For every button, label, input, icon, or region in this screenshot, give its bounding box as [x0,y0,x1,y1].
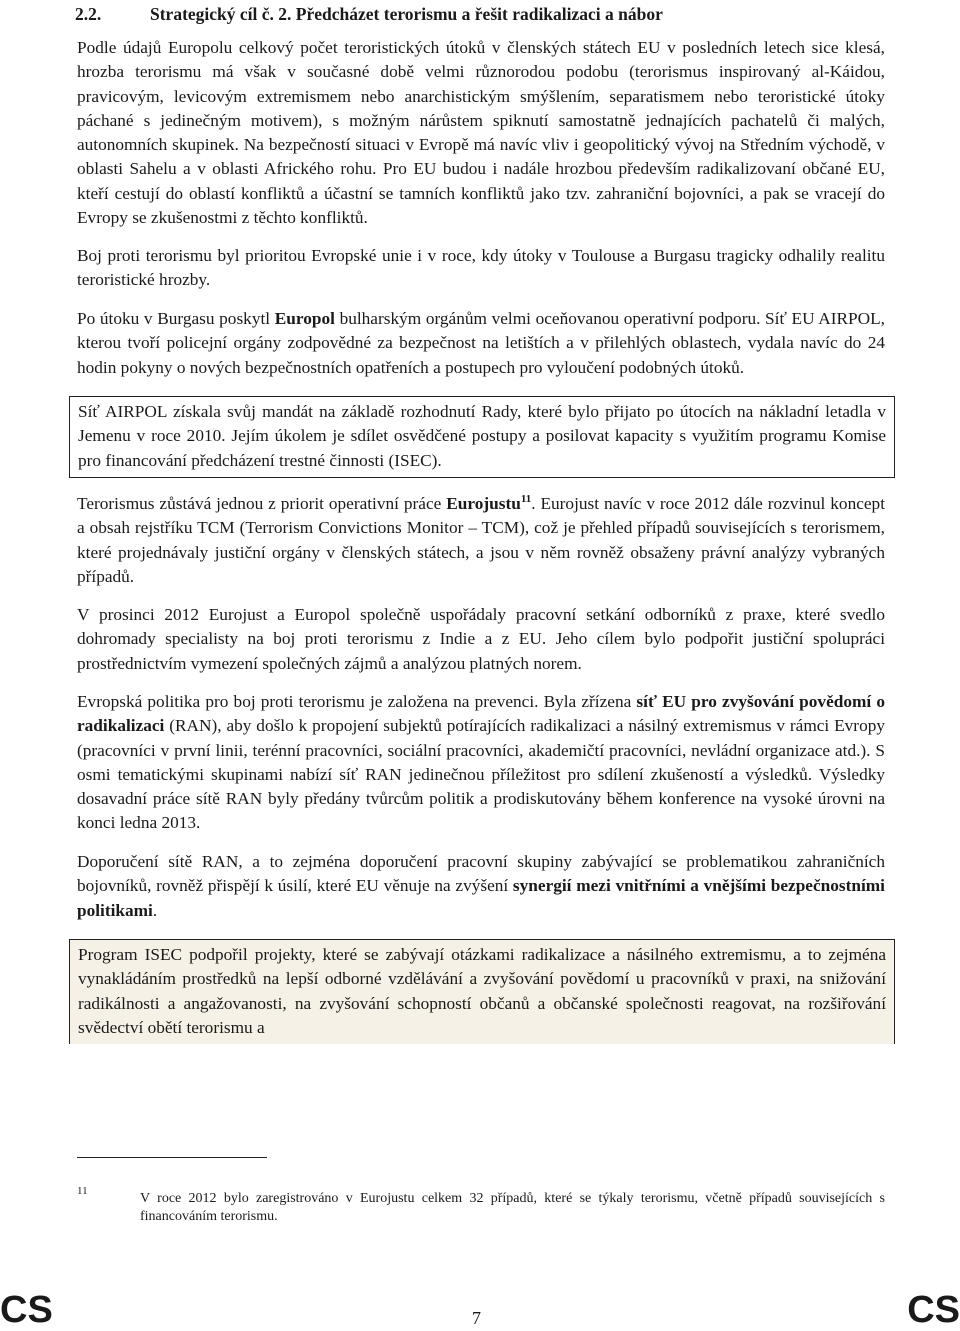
paragraph-eurojust [77,492,885,589]
box-text: Síť AIRPOL získala svůj mandát na základě rozhodnutí Rady, které bylo přijato po útocích na nákladní letadla v Jemenu v roce 2010. Jejím úkolem je sdílet osvědčené postupy a posilovat kapacity s využitím programu Komise pro financování předcházení trestné činnosti (ISEC). [78,402,886,470]
section-heading [75,4,663,25]
paragraph-text: Podle údajů Europolu celkový počet teroristických útoků v členských státech EU v posledních letech sice klesá, hrozba terorismu má však v současné době velmi různorodou podobu (terorismus inspirovaný al-Káidou, pravicovým, levicovým extremismem nebo anarchistickým smýšlením, separatismem nebo teroristické útoky páchané s jedinečným motivem), s možným nárůstem spiknutí samostatně jednajících pachatelů či malých, autonomních skupinek. Na bezpečností situaci v Evropě má navíc vliv i geopolitický vývoj na Středním východě, v oblasti Sahelu a v oblasti Afrického rohu. Pro EU budou i nadále hrozbou především radikalizovaní občané EU, kteří cestují do oblastí konfliktů a účastní se tamních konfliktů jako tzv. zahraniční bojovníci, a pak se vracejí do Evropy se zkušenostmi z těchto konfliktů. [77,38,885,228]
section-title: Strategický cíl č. 2. Předcházet terorismu a řešit radikalizaci a nábor [150,4,663,24]
paragraph-text: bulharským orgánům velmi oceňovanou operativní podporu. Síť EU AIRPOL, kterou tvoří policejní orgány zodpovědné za bezpečnost na letištích a v přilehlých oblastech, vydala navíc do 24 hodin pokyny o nových bezpečnostních opatřeních a postupech pro vyloučení podobných útoků. [77,309,885,377]
paragraph-europol-airpol [77,307,885,380]
paragraph-threat-overview [77,36,885,230]
paragraph-text: Po útoku v Burgasu poskytl [77,309,275,328]
language-code-right: CS [907,1289,960,1331]
paragraph-text: Boj proti terorismu byl prioritou Evropské unie i v roce, kdy útoky v Toulouse a Burgasu tragicky odhalily realitu teroristické hrozby. [77,246,885,290]
ran-bold: síť EU pro zvyšování povědomí o radikalizaci [77,692,885,736]
paragraph-text: . Eurojust navíc v roce 2012 dále rozvinul koncept a obsah rejstříku TCM (Terrorism Convictions Monitor – TCM), což je přehled případů souvisejících s terorismem, které projednávaly justiční orgány v členských státech, a jsou v něm rovněž obsaženy právní analýzy vybraných případů. [77,494,885,586]
paragraph-text: Terorismus zůstává jednou z priorit operativní práce [77,494,447,513]
paragraph-text: Doporučení sítě RAN, a to zejména doporučení pracovní skupiny zabývající se problematikou zahraničních bojovníků, rovněž přispějí k úsilí, které EU věnuje na zvýšení [77,852,885,896]
info-box-airpol [69,396,895,478]
paragraph-text: (RAN), aby došlo k propojení subjektů potírajících radikalizaci a násilný extremismus v rámci Evropy (pracovníci v první linii, terénní pracovníci, sociální pracovníci, akademičtí pracovníci, nevládní organizace atd.). S osmi tematickými skupinami nabízí síť RAN jedinečnou příležitost pro sdílení zkušeností a výsledků. Výsledky dosavadní práce sítě RAN byly předány tvůrcům politik a prodiskutovány během konference na vysoké úrovni na konci ledna 2013. [77,716,885,833]
eurojust-bold: Eurojustu [446,494,521,513]
europol-bold: Europol [274,309,335,328]
footnote-text: V roce 2012 bylo zaregistrováno v Eurojustu celkem 32 případů, které se týkaly terorismu, včetně případů souvisejících s financováním terorismu. [140,1191,885,1224]
paragraph-text: . [152,900,158,920]
synergies-bold: synergií mezi vnitřními a vnějšími bezpečnostními politikami [77,876,885,920]
page-number: 7 [472,1308,481,1328]
section-number: 2.2. [75,4,102,24]
paragraph-ran-recommendations [77,850,885,923]
language-code-left: CS [0,1289,53,1331]
paragraph-ran [77,690,885,836]
footnote-number: 11 [77,1185,88,1197]
footnote-ref[interactable]: 11 [520,493,532,505]
paragraph-toulouse-burgas [77,244,885,293]
info-box-isec [69,939,895,1044]
paragraph-text: Evropská politika pro boj proti terorismu je založena na prevenci. Byla zřízena [77,692,637,711]
box-text: Program ISEC podpořil projekty, které se zabývají otázkami radikalizace a násilného extremismu, a to zejména vynakládáním prostředků na lepší odborné vzdělávání a zvyšování povědomí u pracovníků v praxi, na snižování radikálnosti a angažovanosti, na zvyšování schopností občanů a občanské společnosti reagovat, na rozšiřování svědectví obětí terorismu a [78,945,886,1037]
footnote-divider [77,1157,267,1158]
paragraph-workshop [77,603,885,676]
paragraph-text: V prosinci 2012 Eurojust a Europol společně uspořádaly pracovní setkání odborníků z praxe, které svedlo dohromady specialisty na boj proti terorismu z Indie a z EU. Jeho cílem bylo podpořit justiční spolupráci prostřednictvím vymezení společných zájmů a analýzou platných norem. [77,605,885,673]
